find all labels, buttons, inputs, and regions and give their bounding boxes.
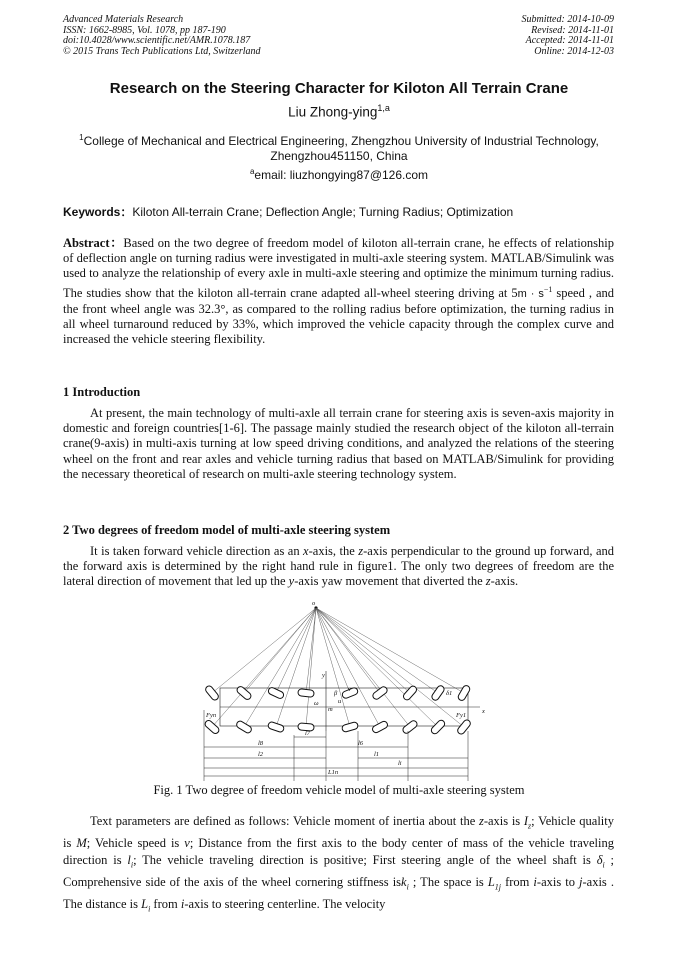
steering-ray: [316, 608, 350, 727]
journal-header-left: [63, 15, 261, 57]
s2-text-2: -axis, the: [308, 544, 359, 558]
p-li: l: [127, 852, 131, 867]
affiliation: [63, 130, 615, 164]
wheel: [456, 719, 471, 736]
label-v: v: [348, 686, 351, 693]
abstract-label: Abstract：: [63, 236, 124, 250]
steering-rays: [212, 608, 467, 727]
s2-x: x: [303, 544, 309, 558]
parameters-paragraph: [63, 813, 614, 918]
s2-z: z: [358, 544, 364, 558]
revised-date: Revised: 2014-11-01: [531, 24, 614, 36]
p-s5: ; Distance from the first axis to the body center of mass of the vehicle traveling direction is: [63, 836, 615, 867]
steering-ray: [306, 608, 316, 693]
s2-text-4: -axis perpendicular to the ground up forward, and the forward axis is determined by the right hand rule in figure1. The only two degrees of freedom are the lateral direction of movement that led up the: [63, 544, 614, 589]
author-name: Liu Zhong-ying: [288, 104, 378, 120]
label-u: u: [338, 698, 342, 705]
p-s11: -axis . The distance is: [63, 874, 614, 911]
wheel: [204, 719, 221, 735]
wheels: [204, 684, 472, 735]
p-s10: -axis to: [536, 874, 580, 889]
paper-title: Research on the Steering Character for Kiloton All Terrain Crane: [109, 80, 569, 97]
p-z: z: [478, 814, 484, 828]
p-s8: ; The space is: [408, 874, 488, 889]
wheel: [235, 720, 252, 734]
p-s2: -axis is: [483, 814, 524, 828]
label-o: o: [312, 600, 316, 607]
abstract-part1: Based on the two degree of freedom model of kiloton all-terrain crane, he effects of relationship of deflection angle on turning radius were investigated in multi-axle steering system. MATLAB/Simulink was used to analyze the relationship of every axle in multi-axle steering and optimize the minimum turning radius. The studies show that the kiloton all-terrain crane adapted all-wheel steering driving at 5: [63, 236, 615, 300]
p-s1: Text parameters are defined as follows: Vehicle moment of inertia about the: [90, 814, 479, 828]
affiliation-text: College of Mechanical and Electrical Engineering, Zhengzhou University of Industrial Technology, Zhengzhou451150, China: [83, 134, 599, 163]
p-M: M: [76, 836, 87, 850]
steering-ray: [316, 608, 467, 727]
p-k-sub: i: [406, 882, 409, 891]
p-s13: -axis to steering centerline. The velocity: [184, 896, 386, 911]
wheel: [298, 689, 315, 698]
label-m: m: [328, 706, 333, 713]
email-line: [0, 167, 678, 182]
abstract-part2: speed , and the front wheel angle was 32.3°, as compared to the rolling radius before optimization, the turning radius in all wheel turnaround reduced by 33%, which improved the vehicle capacity through the complex curve and increased the vehicle steering flexibility.: [63, 285, 614, 347]
p-delta: δ: [596, 852, 603, 867]
wheel: [204, 685, 220, 702]
s2-text-6: -axis yaw movement that diverted the: [294, 574, 486, 589]
label-L1n: L1n: [328, 769, 339, 776]
p-li-sub: i: [130, 860, 134, 869]
label-omega: ω: [314, 700, 319, 707]
steering-ray: [316, 608, 380, 727]
accepted-date: Accepted: 2014-11-01: [525, 35, 614, 46]
author-sup: 1,a: [377, 103, 390, 113]
keywords-label: Keywords：: [63, 205, 133, 219]
steering-ray: [316, 608, 438, 693]
email-sup: a: [249, 167, 255, 176]
label-Fy1: Fy1: [456, 712, 467, 719]
label-beta: β: [334, 690, 338, 697]
wheel: [236, 685, 253, 701]
p-L2: L: [141, 896, 149, 911]
wheel: [267, 721, 284, 733]
p-s7: ; Comprehensive side of the axis of the wheel cornering stiffness is: [63, 852, 614, 889]
abstract: [63, 236, 614, 348]
label-l1: l1: [374, 751, 380, 758]
wheel: [402, 685, 418, 702]
p-L: L: [487, 874, 495, 889]
label-l7: l7: [305, 730, 311, 737]
steering-ray: [316, 608, 350, 693]
wheel: [341, 721, 358, 732]
s2-text-0: It is taken forward vehicle direction as an: [90, 544, 304, 558]
p-j: j: [579, 874, 583, 889]
section1-heading: 1 Introduction: [63, 385, 141, 399]
abstract-unit-sup: −1: [543, 284, 553, 294]
s2-y: y: [288, 574, 295, 589]
copyright-line: © 2015 Trans Tech Publications Ltd, Switzerland: [63, 45, 261, 57]
steering-ray: [212, 608, 316, 727]
s2-text-8: -axis.: [490, 574, 519, 589]
author-line: [0, 103, 678, 120]
section1-text: At present, the main technology of multi-axle all terrain crane for steering axis is seven-axis majority in domestic and foreign countries[1-6]. The passage mainly studied the research object of the kiloton all-terrain crane(9-axis) in multi-axis turning at low speed driving conditions, and analyzed the relations of the steering wheel on the front and rear axles and vehicle turning radius that based on MATLAB/Simulink for providing the necessary theoretical of research on multi-axle steering technology system.: [63, 406, 614, 481]
abstract-unit: m · s: [517, 287, 544, 300]
p-s12: from: [150, 896, 181, 911]
label-l6: l6: [358, 740, 364, 747]
p-i2: i: [180, 896, 185, 911]
issn-line: ISSN: 1662-8985, Vol. 1078, pp 187-190: [63, 24, 226, 36]
label-l8: l8: [258, 740, 264, 747]
email-text[interactable]: email: liuzhongying87@126.com: [254, 168, 429, 182]
keywords-text: Kiloton All-terrain Crane; Deflection Angle; Turning Radius; Optimization: [132, 205, 514, 219]
p-s6: ; The vehicle traveling direction is positive; First steering angle of the wheel shaft is: [133, 852, 597, 867]
online-date: Online: 2014-12-03: [534, 45, 614, 57]
wheel: [457, 684, 471, 701]
label-l2: l2: [258, 751, 264, 758]
p-i1: i: [533, 874, 537, 889]
steering-ray: [212, 608, 316, 693]
section2-paragraph: [63, 544, 614, 590]
label-Fyn: Fyn: [206, 712, 217, 719]
s2-z2: z: [485, 574, 491, 589]
p-Iz-sub: z: [528, 821, 532, 831]
label-y: y: [322, 672, 325, 679]
steering-ray: [244, 608, 316, 693]
steering-ray: [244, 608, 316, 727]
steering-model-figure: [198, 600, 488, 781]
journal-header-right: [522, 15, 615, 57]
p-Iz: I: [523, 814, 529, 828]
label-li: li: [398, 760, 402, 767]
steering-ray: [276, 608, 316, 727]
wheel: [402, 719, 419, 734]
wheel: [267, 686, 284, 699]
affiliation-sup: 1: [79, 133, 84, 142]
p-v: v: [184, 836, 190, 850]
steering-ray: [316, 608, 380, 693]
p-k: k: [401, 874, 407, 889]
p-s3: ; Vehicle quality is: [63, 814, 614, 850]
p-L-sub: 1j: [494, 882, 502, 891]
steering-ray: [316, 608, 410, 693]
figure-caption: Fig. 1 Two degree of freedom vehicle model of multi-axle steering system: [153, 783, 525, 797]
wheel: [371, 720, 388, 734]
p-s9: from: [501, 874, 534, 889]
journal-name: Advanced Materials Research: [63, 14, 184, 25]
submitted-date: Submitted: 2014-10-09: [521, 14, 614, 25]
wheel: [372, 685, 389, 700]
label-delta1: δ1: [446, 690, 453, 697]
doi-line[interactable]: doi:10.4028/www.scientific.net/AMR.1078.187: [63, 35, 251, 46]
wheel: [431, 684, 446, 701]
keywords: [63, 203, 615, 220]
p-s4: ; Vehicle speed is: [86, 836, 185, 850]
p-delta-sub: i: [602, 860, 605, 869]
label-x: x: [482, 708, 485, 715]
p-L2-sub: i: [148, 904, 151, 913]
section2-heading: 2 Two degrees of freedom model of multi-axle steering system: [63, 523, 391, 537]
